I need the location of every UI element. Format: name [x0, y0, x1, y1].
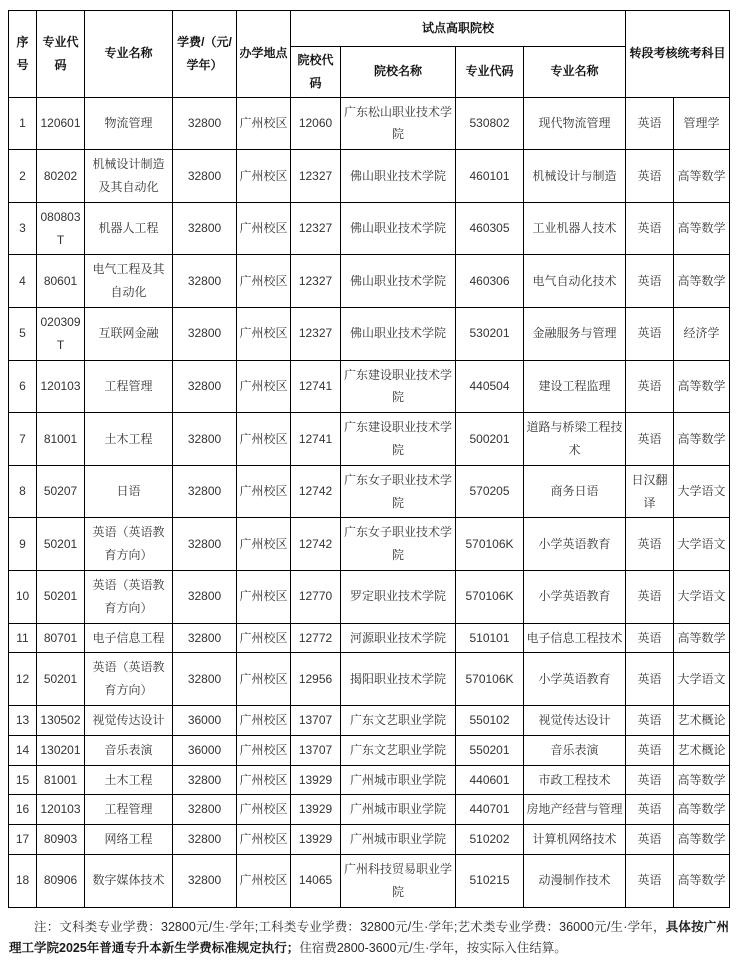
exam-subject-1-cell: 英语 — [626, 255, 674, 308]
tuition-cell: 32800 — [173, 795, 237, 825]
campus-cell: 广州校区 — [237, 825, 291, 855]
campus-cell: 广州校区 — [237, 735, 291, 765]
exam-subject-2-cell: 高等数学 — [674, 765, 730, 795]
exam-subject-2-cell: 高等数学 — [674, 623, 730, 653]
header-seq: 序号 — [9, 11, 37, 98]
tuition-cell: 32800 — [173, 570, 237, 623]
pilot-major-name-cell: 现代物流管理 — [524, 97, 626, 150]
college-name-cell: 广州城市职业学院 — [341, 825, 456, 855]
major-code-cell: 81001 — [37, 765, 85, 795]
campus-cell: 广州校区 — [237, 255, 291, 308]
major-code-cell: 50201 — [37, 570, 85, 623]
exam-subject-1-cell: 英语 — [626, 150, 674, 203]
college-name-cell: 佛山职业技术学院 — [341, 202, 456, 255]
admissions-table — [8, 10, 730, 908]
seq-cell: 6 — [9, 360, 37, 413]
exam-subject-1-cell: 英语 — [626, 735, 674, 765]
header-pilot-major-name: 专业名称 — [524, 47, 626, 98]
exam-subject-1-cell: 英语 — [626, 360, 674, 413]
footnote-text-bold: 具体按广州理工学院2025年普通专升本新生学费标准规定执行； — [9, 919, 729, 956]
college-code-cell: 12742 — [291, 518, 341, 571]
header-college-code: 院校代码 — [291, 47, 341, 98]
tuition-cell: 32800 — [173, 307, 237, 360]
pilot-major-code-cell: 460101 — [456, 150, 524, 203]
college-code-cell: 12327 — [291, 150, 341, 203]
exam-subject-1-cell: 英语 — [626, 518, 674, 571]
tuition-cell: 32800 — [173, 765, 237, 795]
exam-subject-2-cell: 高等数学 — [674, 360, 730, 413]
exam-subject-1-cell: 英语 — [626, 705, 674, 735]
major-name-cell: 英语（英语教育方向） — [85, 653, 173, 706]
campus-cell: 广州校区 — [237, 653, 291, 706]
pilot-major-code-cell: 570205 — [456, 465, 524, 518]
tuition-cell: 32800 — [173, 202, 237, 255]
college-code-cell: 12772 — [291, 623, 341, 653]
table-row — [9, 360, 730, 413]
campus-cell: 广州校区 — [237, 413, 291, 466]
table-row — [9, 307, 730, 360]
exam-subject-1-cell: 英语 — [626, 854, 674, 907]
major-code-cell: 80202 — [37, 150, 85, 203]
college-name-cell: 广东女子职业技术学院 — [341, 518, 456, 571]
exam-subject-2-cell: 艺术概论 — [674, 735, 730, 765]
exam-subject-1-cell: 英语 — [626, 825, 674, 855]
table-row — [9, 765, 730, 795]
major-code-cell: 80903 — [37, 825, 85, 855]
seq-cell: 15 — [9, 765, 37, 795]
seq-cell: 11 — [9, 623, 37, 653]
pilot-major-code-cell: 440504 — [456, 360, 524, 413]
seq-cell: 8 — [9, 465, 37, 518]
table-row — [9, 705, 730, 735]
footnote-text-lead: 注：文科类专业学费：32800元/生·学年;工科类专业学费：32800元/生·学年;艺术类专业学费：36000元/生·学年， — [34, 919, 666, 934]
major-name-cell: 机械设计制造及其自动化 — [85, 150, 173, 203]
pilot-major-name-cell: 房地产经营与管理 — [524, 795, 626, 825]
college-code-cell: 13707 — [291, 705, 341, 735]
pilot-major-code-cell: 500201 — [456, 413, 524, 466]
pilot-major-name-cell: 建设工程监理 — [524, 360, 626, 413]
pilot-major-name-cell: 小学英语教育 — [524, 518, 626, 571]
table-header — [9, 11, 730, 98]
table-row — [9, 150, 730, 203]
campus-cell: 广州校区 — [237, 795, 291, 825]
exam-subject-2-cell: 大学语文 — [674, 653, 730, 706]
pilot-major-code-cell: 530201 — [456, 307, 524, 360]
header-exam-subjects: 转段考核统考科目 — [626, 11, 730, 98]
footnote-text-tail: 住宿费2800-3600元/生·学年，按实际入住结算。 — [299, 941, 567, 956]
table-row — [9, 623, 730, 653]
tuition-cell: 32800 — [173, 97, 237, 150]
college-name-cell: 罗定职业技术学院 — [341, 570, 456, 623]
college-name-cell: 广州城市职业学院 — [341, 765, 456, 795]
exam-subject-1-cell: 英语 — [626, 202, 674, 255]
seq-cell: 13 — [9, 705, 37, 735]
major-name-cell: 土木工程 — [85, 413, 173, 466]
college-code-cell: 13929 — [291, 825, 341, 855]
campus-cell: 广州校区 — [237, 518, 291, 571]
major-code-cell: 50207 — [37, 465, 85, 518]
pilot-major-code-cell: 550102 — [456, 705, 524, 735]
major-name-cell: 物流管理 — [85, 97, 173, 150]
header-major-name: 专业名称 — [85, 11, 173, 98]
table-row — [9, 735, 730, 765]
pilot-major-code-cell: 510101 — [456, 623, 524, 653]
seq-cell: 12 — [9, 653, 37, 706]
campus-cell: 广州校区 — [237, 97, 291, 150]
major-code-cell: 020309T — [37, 307, 85, 360]
major-name-cell: 电子信息工程 — [85, 623, 173, 653]
campus-cell: 广州校区 — [237, 465, 291, 518]
seq-cell: 4 — [9, 255, 37, 308]
pilot-major-name-cell: 小学英语教育 — [524, 570, 626, 623]
major-code-cell: 130502 — [37, 705, 85, 735]
table-row — [9, 825, 730, 855]
exam-subject-2-cell: 艺术概论 — [674, 705, 730, 735]
major-name-cell: 电气工程及其自动化 — [85, 255, 173, 308]
exam-subject-1-cell: 英语 — [626, 97, 674, 150]
pilot-major-code-cell: 460306 — [456, 255, 524, 308]
tuition-cell: 32800 — [173, 854, 237, 907]
exam-subject-2-cell: 高等数学 — [674, 795, 730, 825]
college-code-cell: 12742 — [291, 465, 341, 518]
header-campus: 办学地点 — [237, 11, 291, 98]
campus-cell: 广州校区 — [237, 150, 291, 203]
college-name-cell: 广东松山职业技术学院 — [341, 97, 456, 150]
major-code-cell: 80906 — [37, 854, 85, 907]
campus-cell: 广州校区 — [237, 570, 291, 623]
college-code-cell: 12327 — [291, 307, 341, 360]
campus-cell: 广州校区 — [237, 360, 291, 413]
major-name-cell: 工程管理 — [85, 795, 173, 825]
college-name-cell: 广州科技贸易职业学院 — [341, 854, 456, 907]
major-code-cell: 50201 — [37, 518, 85, 571]
college-name-cell: 佛山职业技术学院 — [341, 307, 456, 360]
major-code-cell: 130201 — [37, 735, 85, 765]
exam-subject-2-cell: 管理学 — [674, 97, 730, 150]
exam-subject-2-cell: 大学语文 — [674, 570, 730, 623]
exam-subject-2-cell: 大学语文 — [674, 465, 730, 518]
college-name-cell: 广东女子职业技术学院 — [341, 465, 456, 518]
tuition-cell: 32800 — [173, 518, 237, 571]
college-code-cell: 14065 — [291, 854, 341, 907]
campus-cell: 广州校区 — [237, 765, 291, 795]
seq-cell: 16 — [9, 795, 37, 825]
exam-subject-1-cell: 英语 — [626, 765, 674, 795]
campus-cell: 广州校区 — [237, 854, 291, 907]
exam-subject-2-cell: 高等数学 — [674, 825, 730, 855]
college-code-cell: 13929 — [291, 765, 341, 795]
major-code-cell: 120103 — [37, 360, 85, 413]
major-name-cell: 日语 — [85, 465, 173, 518]
exam-subject-2-cell: 高等数学 — [674, 150, 730, 203]
exam-subject-2-cell: 高等数学 — [674, 413, 730, 466]
college-name-cell: 广东文艺职业学院 — [341, 705, 456, 735]
pilot-major-name-cell: 音乐表演 — [524, 735, 626, 765]
pilot-major-name-cell: 电子信息工程技术 — [524, 623, 626, 653]
table-row — [9, 465, 730, 518]
college-name-cell: 揭阳职业技术学院 — [341, 653, 456, 706]
table-body — [9, 97, 730, 907]
table-row — [9, 255, 730, 308]
college-code-cell: 12060 — [291, 97, 341, 150]
tuition-cell: 36000 — [173, 705, 237, 735]
header-row-top — [9, 11, 730, 47]
college-name-cell: 佛山职业技术学院 — [341, 150, 456, 203]
pilot-major-name-cell: 金融服务与管理 — [524, 307, 626, 360]
college-name-cell: 佛山职业技术学院 — [341, 255, 456, 308]
pilot-major-name-cell: 工业机器人技术 — [524, 202, 626, 255]
pilot-major-name-cell: 计算机网络技术 — [524, 825, 626, 855]
major-code-cell: 80701 — [37, 623, 85, 653]
pilot-major-name-cell: 视觉传达设计 — [524, 705, 626, 735]
seq-cell: 3 — [9, 202, 37, 255]
table-row — [9, 518, 730, 571]
seq-cell: 14 — [9, 735, 37, 765]
college-code-cell: 12741 — [291, 360, 341, 413]
seq-cell: 5 — [9, 307, 37, 360]
exam-subject-1-cell: 英语 — [626, 307, 674, 360]
college-code-cell: 12741 — [291, 413, 341, 466]
seq-cell: 9 — [9, 518, 37, 571]
table-row — [9, 653, 730, 706]
pilot-major-code-cell: 510215 — [456, 854, 524, 907]
tuition-cell: 32800 — [173, 465, 237, 518]
exam-subject-2-cell: 高等数学 — [674, 255, 730, 308]
major-name-cell: 数字媒体技术 — [85, 854, 173, 907]
major-code-cell: 80601 — [37, 255, 85, 308]
footnote — [8, 917, 730, 961]
college-code-cell: 12770 — [291, 570, 341, 623]
pilot-major-name-cell: 小学英语教育 — [524, 653, 626, 706]
college-code-cell: 13707 — [291, 735, 341, 765]
major-name-cell: 土木工程 — [85, 765, 173, 795]
tuition-cell: 32800 — [173, 825, 237, 855]
table-row — [9, 202, 730, 255]
header-tuition: 学费/（元/学年） — [173, 11, 237, 98]
major-name-cell: 英语（英语教育方向） — [85, 570, 173, 623]
table-row — [9, 795, 730, 825]
header-pilot-major-code: 专业代码 — [456, 47, 524, 98]
pilot-major-code-cell: 440701 — [456, 795, 524, 825]
campus-cell: 广州校区 — [237, 307, 291, 360]
header-pilot-group: 试点高职院校 — [291, 11, 626, 47]
exam-subject-1-cell: 英语 — [626, 413, 674, 466]
pilot-major-name-cell: 动漫制作技术 — [524, 854, 626, 907]
major-code-cell: 50201 — [37, 653, 85, 706]
major-name-cell: 视觉传达设计 — [85, 705, 173, 735]
major-name-cell: 网络工程 — [85, 825, 173, 855]
tuition-cell: 32800 — [173, 413, 237, 466]
college-name-cell: 广东建设职业技术学院 — [341, 413, 456, 466]
seq-cell: 10 — [9, 570, 37, 623]
major-code-cell: 080803T — [37, 202, 85, 255]
pilot-major-code-cell: 570106K — [456, 518, 524, 571]
exam-subject-1-cell: 英语 — [626, 795, 674, 825]
major-name-cell: 互联网金融 — [85, 307, 173, 360]
seq-cell: 1 — [9, 97, 37, 150]
major-code-cell: 120103 — [37, 795, 85, 825]
college-name-cell: 广东建设职业技术学院 — [341, 360, 456, 413]
campus-cell: 广州校区 — [237, 705, 291, 735]
exam-subject-1-cell: 日汉翻译 — [626, 465, 674, 518]
exam-subject-2-cell: 经济学 — [674, 307, 730, 360]
exam-subject-2-cell: 高等数学 — [674, 854, 730, 907]
exam-subject-1-cell: 英语 — [626, 570, 674, 623]
tuition-cell: 32800 — [173, 150, 237, 203]
header-college-name: 院校名称 — [341, 47, 456, 98]
major-name-cell: 机器人工程 — [85, 202, 173, 255]
table-row — [9, 570, 730, 623]
pilot-major-name-cell: 市政工程技术 — [524, 765, 626, 795]
college-code-cell: 12956 — [291, 653, 341, 706]
college-code-cell: 12327 — [291, 255, 341, 308]
college-name-cell: 广东文艺职业学院 — [341, 735, 456, 765]
pilot-major-name-cell: 机械设计与制造 — [524, 150, 626, 203]
tuition-cell: 36000 — [173, 735, 237, 765]
header-major-code: 专业代码 — [37, 11, 85, 98]
exam-subject-1-cell: 英语 — [626, 653, 674, 706]
college-code-cell: 13929 — [291, 795, 341, 825]
campus-cell: 广州校区 — [237, 202, 291, 255]
major-name-cell: 工程管理 — [85, 360, 173, 413]
table-row — [9, 413, 730, 466]
college-code-cell: 12327 — [291, 202, 341, 255]
seq-cell: 17 — [9, 825, 37, 855]
tuition-cell: 32800 — [173, 255, 237, 308]
campus-cell: 广州校区 — [237, 623, 291, 653]
major-code-cell: 81001 — [37, 413, 85, 466]
seq-cell: 2 — [9, 150, 37, 203]
pilot-major-code-cell: 570106K — [456, 570, 524, 623]
major-name-cell: 英语（英语教育方向） — [85, 518, 173, 571]
college-name-cell: 广州城市职业学院 — [341, 795, 456, 825]
pilot-major-code-cell: 570106K — [456, 653, 524, 706]
major-code-cell: 120601 — [37, 97, 85, 150]
seq-cell: 18 — [9, 854, 37, 907]
exam-subject-2-cell: 大学语文 — [674, 518, 730, 571]
pilot-major-code-cell: 460305 — [456, 202, 524, 255]
pilot-major-code-cell: 510202 — [456, 825, 524, 855]
college-name-cell: 河源职业技术学院 — [341, 623, 456, 653]
major-name-cell: 音乐表演 — [85, 735, 173, 765]
seq-cell: 7 — [9, 413, 37, 466]
table-row — [9, 854, 730, 907]
pilot-major-code-cell: 530802 — [456, 97, 524, 150]
pilot-major-name-cell: 电气自动化技术 — [524, 255, 626, 308]
tuition-cell: 32800 — [173, 360, 237, 413]
exam-subject-2-cell: 高等数学 — [674, 202, 730, 255]
pilot-major-name-cell: 道路与桥梁工程技术 — [524, 413, 626, 466]
pilot-major-name-cell: 商务日语 — [524, 465, 626, 518]
tuition-cell: 32800 — [173, 653, 237, 706]
pilot-major-code-cell: 440601 — [456, 765, 524, 795]
table-row — [9, 97, 730, 150]
tuition-cell: 32800 — [173, 623, 237, 653]
exam-subject-1-cell: 英语 — [626, 623, 674, 653]
pilot-major-code-cell: 550201 — [456, 735, 524, 765]
